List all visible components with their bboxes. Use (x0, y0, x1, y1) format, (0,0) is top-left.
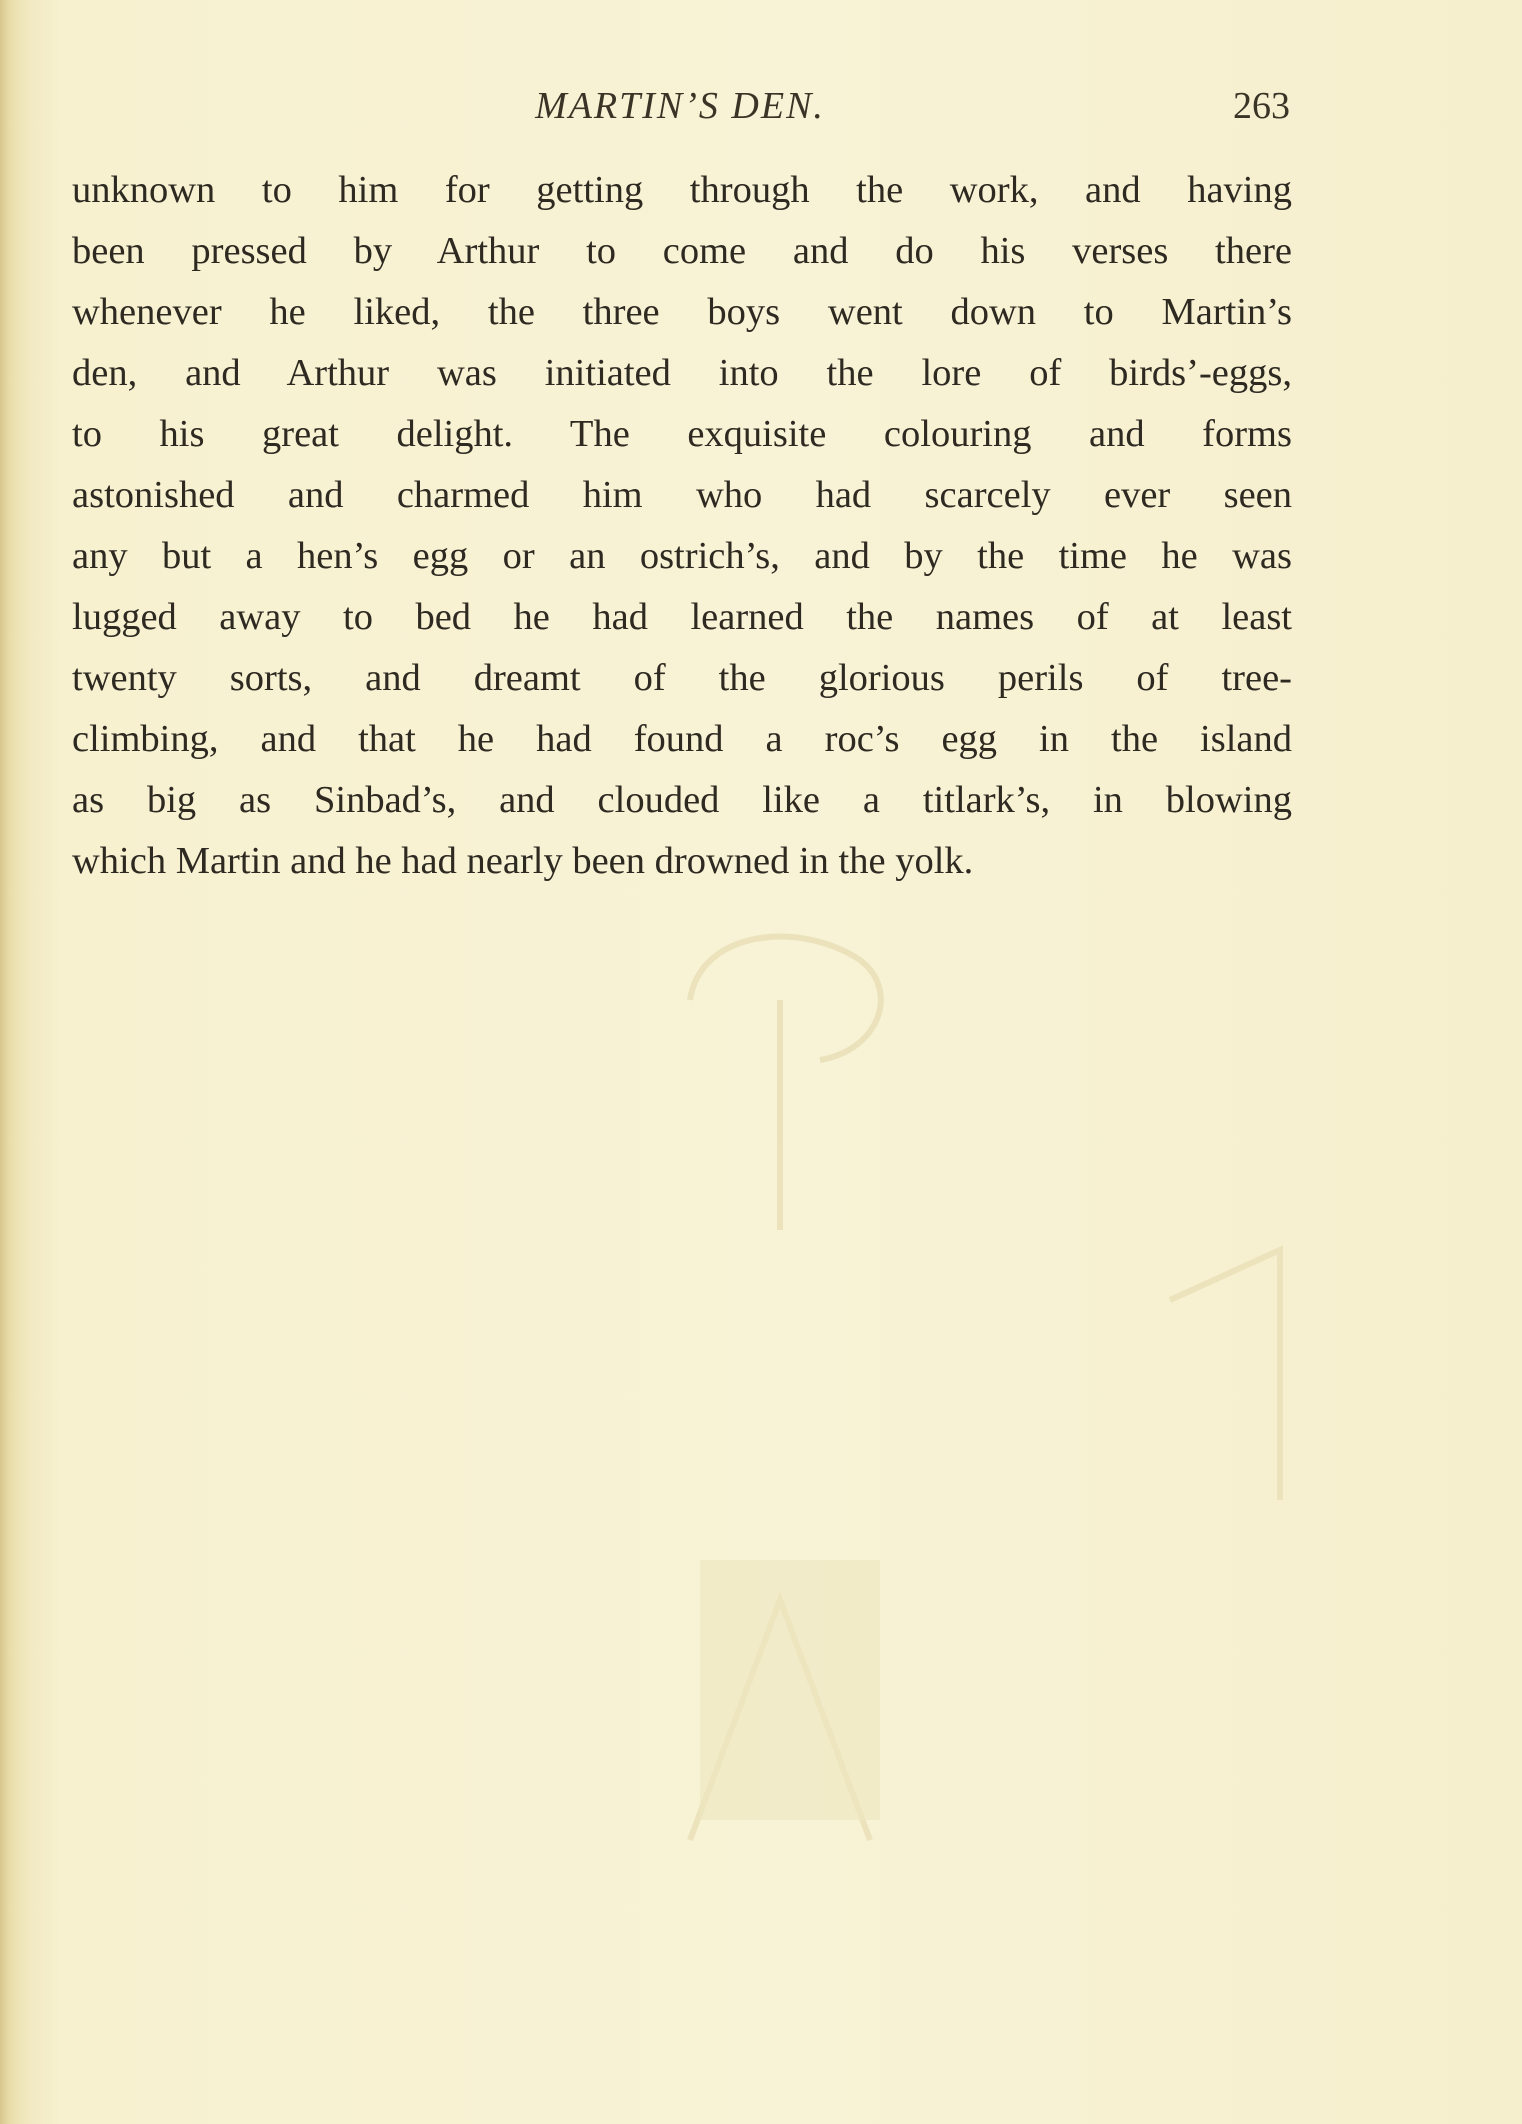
text-line: any but a hen’s egg or an ostrich’s, and by the time he was (72, 535, 1292, 577)
text-line: den, and Arthur was initiated into the lore of birds’-eggs, (72, 352, 1292, 394)
text-line: twenty sorts, and dreamt of the glorious perils of tree- (72, 657, 1292, 699)
text-line: unknown to him for getting through the work, and having (72, 169, 1292, 211)
text-line: lugged away to bed he had learned the names of at least (72, 596, 1292, 638)
text-line: which Martin and he had nearly been drowned in the yolk. (72, 840, 974, 882)
text-line: whenever he liked, the three boys went down to Martin’s (72, 291, 1292, 333)
page-number: 263 (1233, 85, 1290, 127)
text-line: astonished and charmed him who had scarcely ever seen (72, 474, 1292, 516)
text-line: as big as Sinbad’s, and clouded like a titlark’s, in blowing (72, 779, 1292, 821)
running-header (0, 84, 1522, 140)
running-title: MARTIN’S DEN. (535, 85, 825, 127)
text-line: been pressed by Arthur to come and do his verses there (72, 230, 1292, 272)
text-line: climbing, and that he had found a roc’s egg in the island (72, 718, 1292, 760)
body-paragraph (72, 160, 1292, 892)
text-line: to his great delight. The exquisite colouring and forms (72, 413, 1292, 455)
